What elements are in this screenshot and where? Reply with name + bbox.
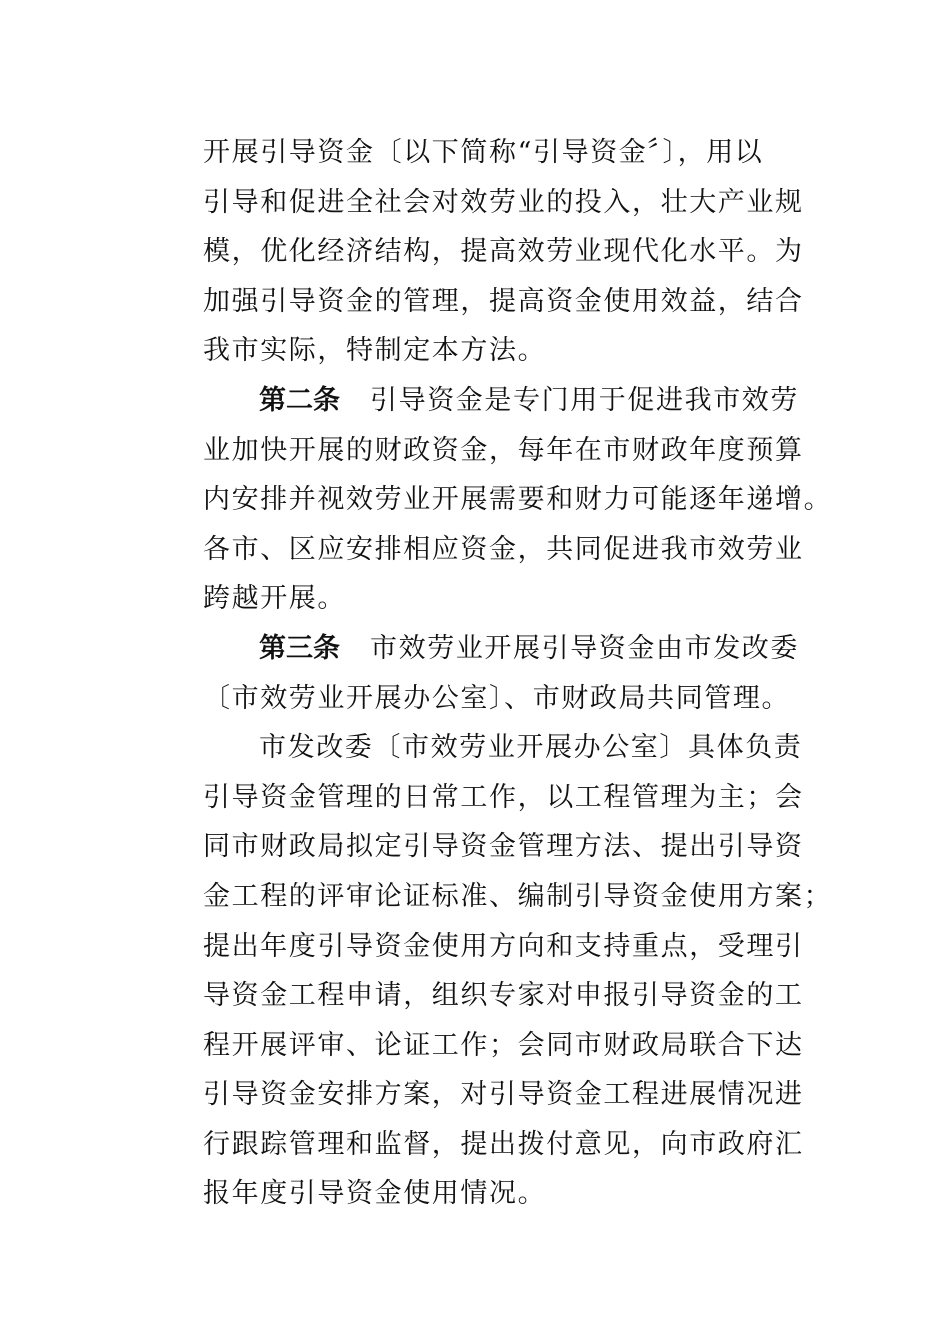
paragraph-intro-continuation: [203, 128, 823, 376]
article-2-label: 第二条: [259, 384, 340, 416]
article-3-label: 第三条: [259, 632, 340, 664]
article-2-first-line: 引导资金是专门用于促进我市效劳: [370, 384, 799, 416]
text-line: 我市实际，特制定本方法。: [203, 335, 547, 367]
text-line: [203, 624, 823, 674]
text-line: 行跟踪管理和监督，提出拨付意见，向市政府汇: [203, 1128, 804, 1160]
paragraph-responsibilities: [203, 723, 833, 1219]
text-line: 金工程的评审论证标准、编制引导资金使用方案；: [203, 880, 833, 912]
text-line: 模，优化经济结构，提高效劳业现代化水平。为: [203, 236, 804, 268]
article-2: [203, 376, 833, 624]
text-line: 报年度引导资金使用情况。: [203, 1178, 547, 1210]
text-line: 内安排并视效劳业开展需要和财力可能逐年递增。: [203, 484, 833, 516]
text-line: 市发改委〔市效劳业开展办公室〕具体负责: [259, 732, 803, 764]
text-line: 引导资金安排方案，对引导资金工程进展情况进: [203, 1079, 804, 1111]
text-line: 引导资金管理的日常工作，以工程管理为主；会: [203, 781, 804, 813]
text-line: 跨越开展。: [203, 583, 346, 615]
text-line: 程开展评审、论证工作；会同市财政局联合下达: [203, 1029, 804, 1061]
text-line: 开展引导资金〔以下简称“引导资金〞〕，用以: [203, 137, 764, 168]
document-body: [203, 128, 833, 1219]
text-line: 各市、区应安排相应资金，共同促进我市效劳业: [203, 533, 804, 565]
text-line: 引导和促进全社会对效劳业的投入，壮大产业规: [203, 186, 804, 218]
article-3-first-line: 市效劳业开展引导资金由市发改委: [370, 632, 799, 664]
text-line: 〔市效劳业开展办公室〕、市财政局共同管理。: [203, 682, 791, 714]
article-3: [203, 624, 823, 723]
text-line: 同市财政局拟定引导资金管理方法、提出引导资: [203, 831, 804, 863]
text-line: 业加快开展的财政资金，每年在市财政年度预算: [203, 434, 804, 466]
text-line: 提出年度引导资金使用方向和支持重点，受理引: [203, 930, 804, 962]
text-line: 加强引导资金的管理，提高资金使用效益，结合: [203, 285, 804, 317]
text-line: 导资金工程申请，组织专家对申报引导资金的工: [203, 980, 804, 1012]
text-line: [203, 376, 823, 426]
